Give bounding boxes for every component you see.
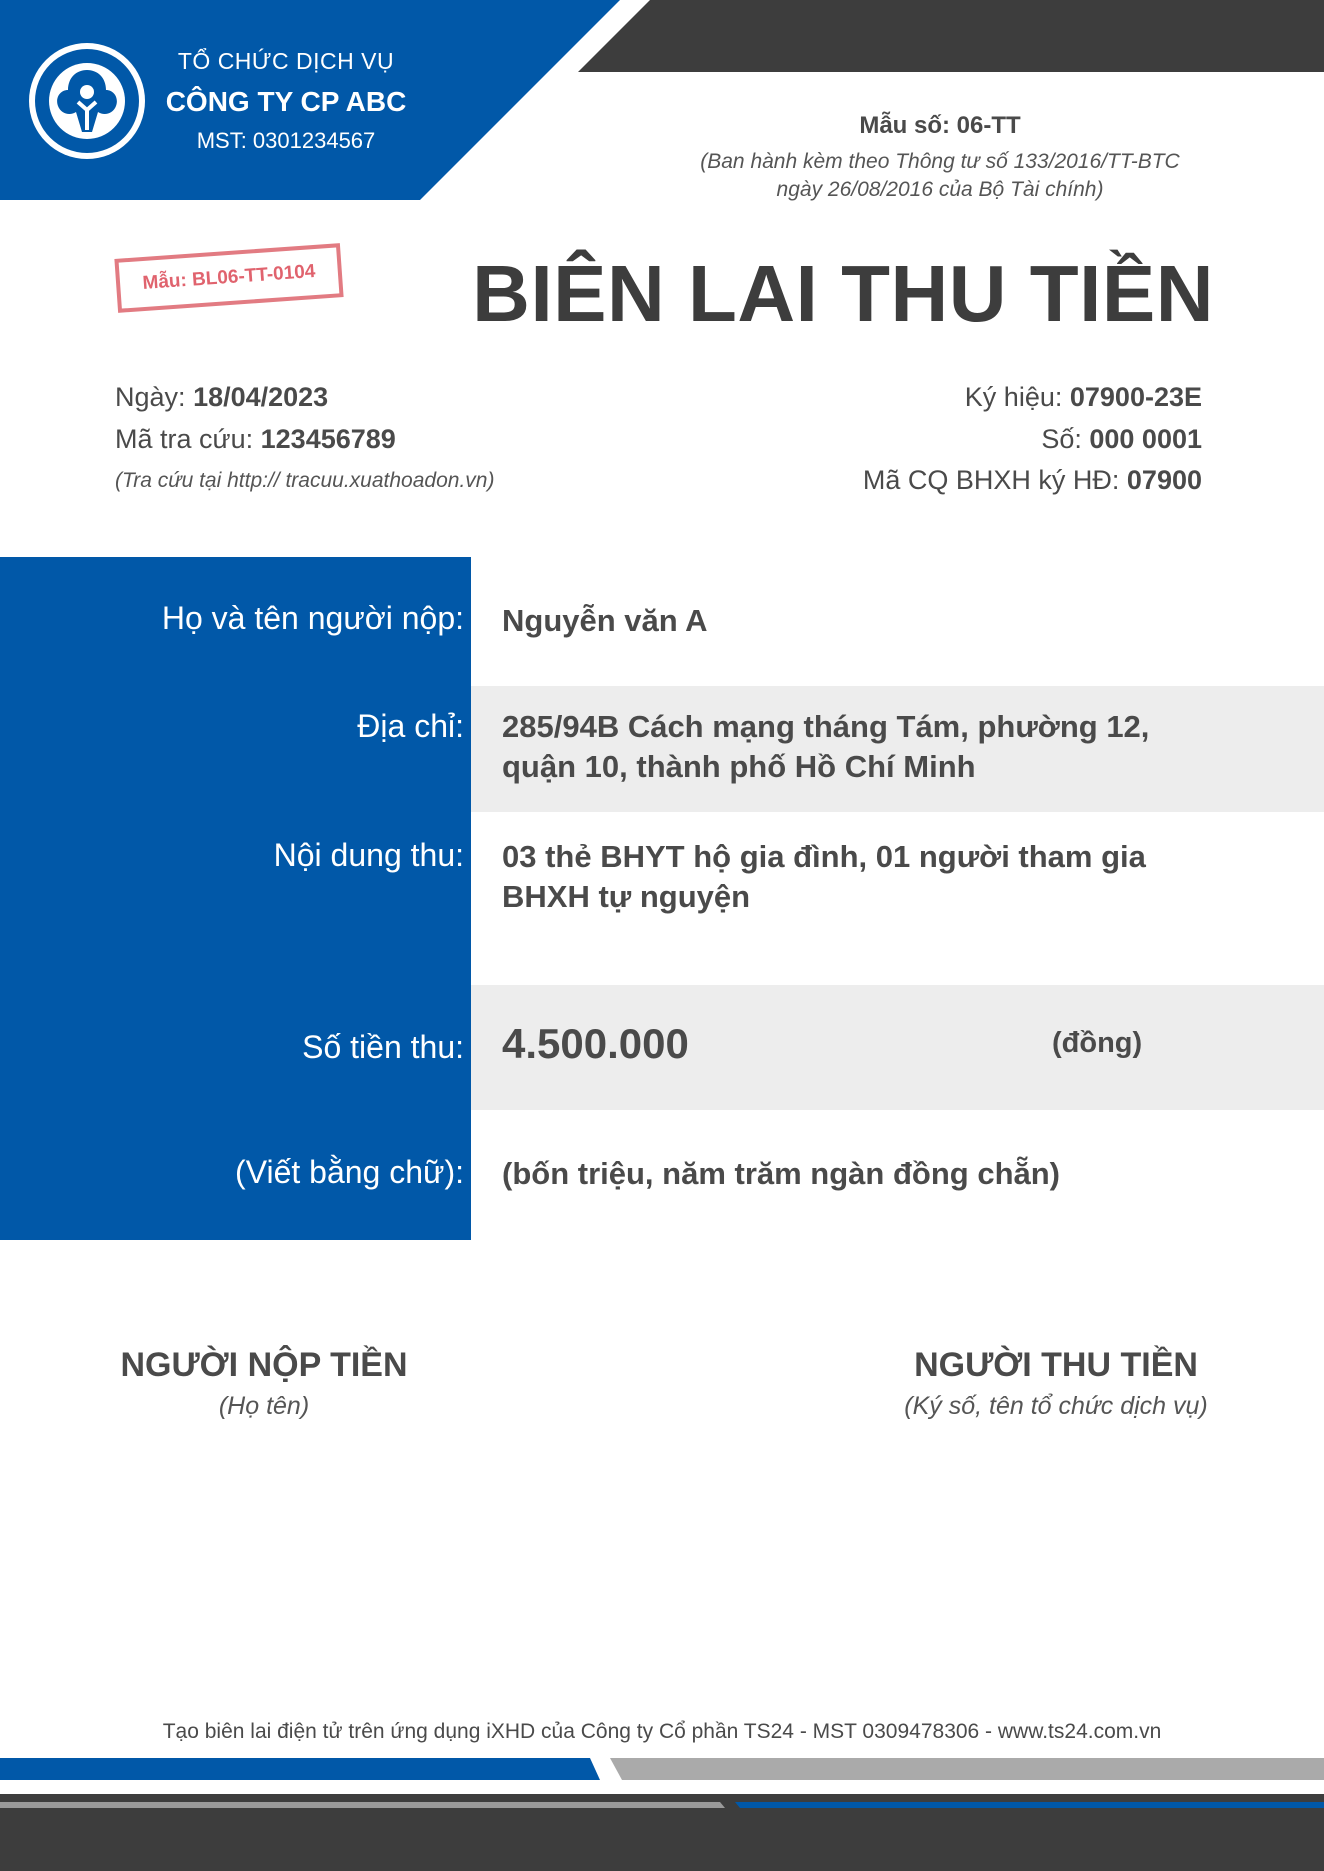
number-value: 000 0001 [1089,424,1202,454]
payer-label: Họ và tên người nộp: [161,600,464,636]
content-label: Nội dung thu: [273,837,464,873]
date-label: Ngày: [115,382,186,412]
content-line-1: 03 thẻ BHYT hộ gia đình, 01 người tham gia [502,839,1146,874]
words-value: (bốn triệu, năm trăm ngàn đồng chẵn) [502,1156,1060,1191]
template-stamp: Mẫu: BL06-TT-0104 [114,243,343,313]
agency-label: Mã CQ BHXH ký HĐ: [862,465,1120,495]
footer-credit: Tạo biên lai điện tử trên ứng dụng iXHD của Công ty Cổ phần TS24 - MST 0309478306 - www.ts24.com.vn [162,1720,1162,1743]
decree-line-1: (Ban hành kèm theo Thông tư số 133/2016/TT-BTC [700,150,1180,173]
document-title: BIÊN LAI THU TIỀN [472,249,1214,338]
bhxh-logo [26,40,148,162]
words-label: (Viết bằng chữ): [235,1154,464,1190]
lookup-value: 123456789 [260,424,396,454]
form-number: Mẫu số: 06-TT [859,112,1021,139]
currency-unit: (đồng) [1052,1027,1143,1059]
labels-column [0,557,471,1240]
payer-signature-sub: (Họ tên) [218,1392,310,1420]
number-label: Số: [1041,424,1082,454]
amount-value: 4.500.000 [502,1020,689,1067]
lookup-line [115,424,396,455]
address-line-1: 285/94B Cách mạng tháng Tám, phường 12, [502,709,1150,744]
payer-signature-title: NGƯỜI NỘP TIỀN [120,1346,408,1384]
amount-label: Số tiền thu: [302,1029,464,1065]
footer-bands [0,1750,1324,1871]
date-line [115,382,328,413]
organization-tax-code: MST: 0301234567 [196,128,376,153]
payer-value: Nguyễn văn A [502,603,708,638]
lookup-note: (Tra cứu tại http:// tracuu.xuathoadon.vn) [115,469,495,492]
symbol-line [965,382,1202,413]
organization-type: TỔ CHỨC DỊCH VỤ [177,48,395,74]
address-line-2: quận 10, thành phố Hồ Chí Minh [502,749,976,784]
symbol-label: Ký hiệu: [964,382,1063,412]
symbol-value: 07900-23E [1069,382,1202,412]
content-line-2: BHXH tự nguyện [502,879,751,914]
organization-name: CÔNG TY CP ABC [165,86,407,117]
collector-signature-sub: (Ký số, tên tổ chức dịch vụ) [904,1392,1208,1420]
agency-line [863,465,1202,496]
date-value: 18/04/2023 [193,382,329,412]
collector-signature-title: NGƯỜI THU TIỀN [914,1346,1198,1384]
lookup-label: Mã tra cứu: [115,424,254,454]
address-label: Địa chỉ: [357,708,464,744]
agency-value: 07900 [1126,465,1202,495]
decree-line-2: ngày 26/08/2016 của Bộ Tài chính) [776,178,1104,201]
number-line [1041,424,1202,455]
